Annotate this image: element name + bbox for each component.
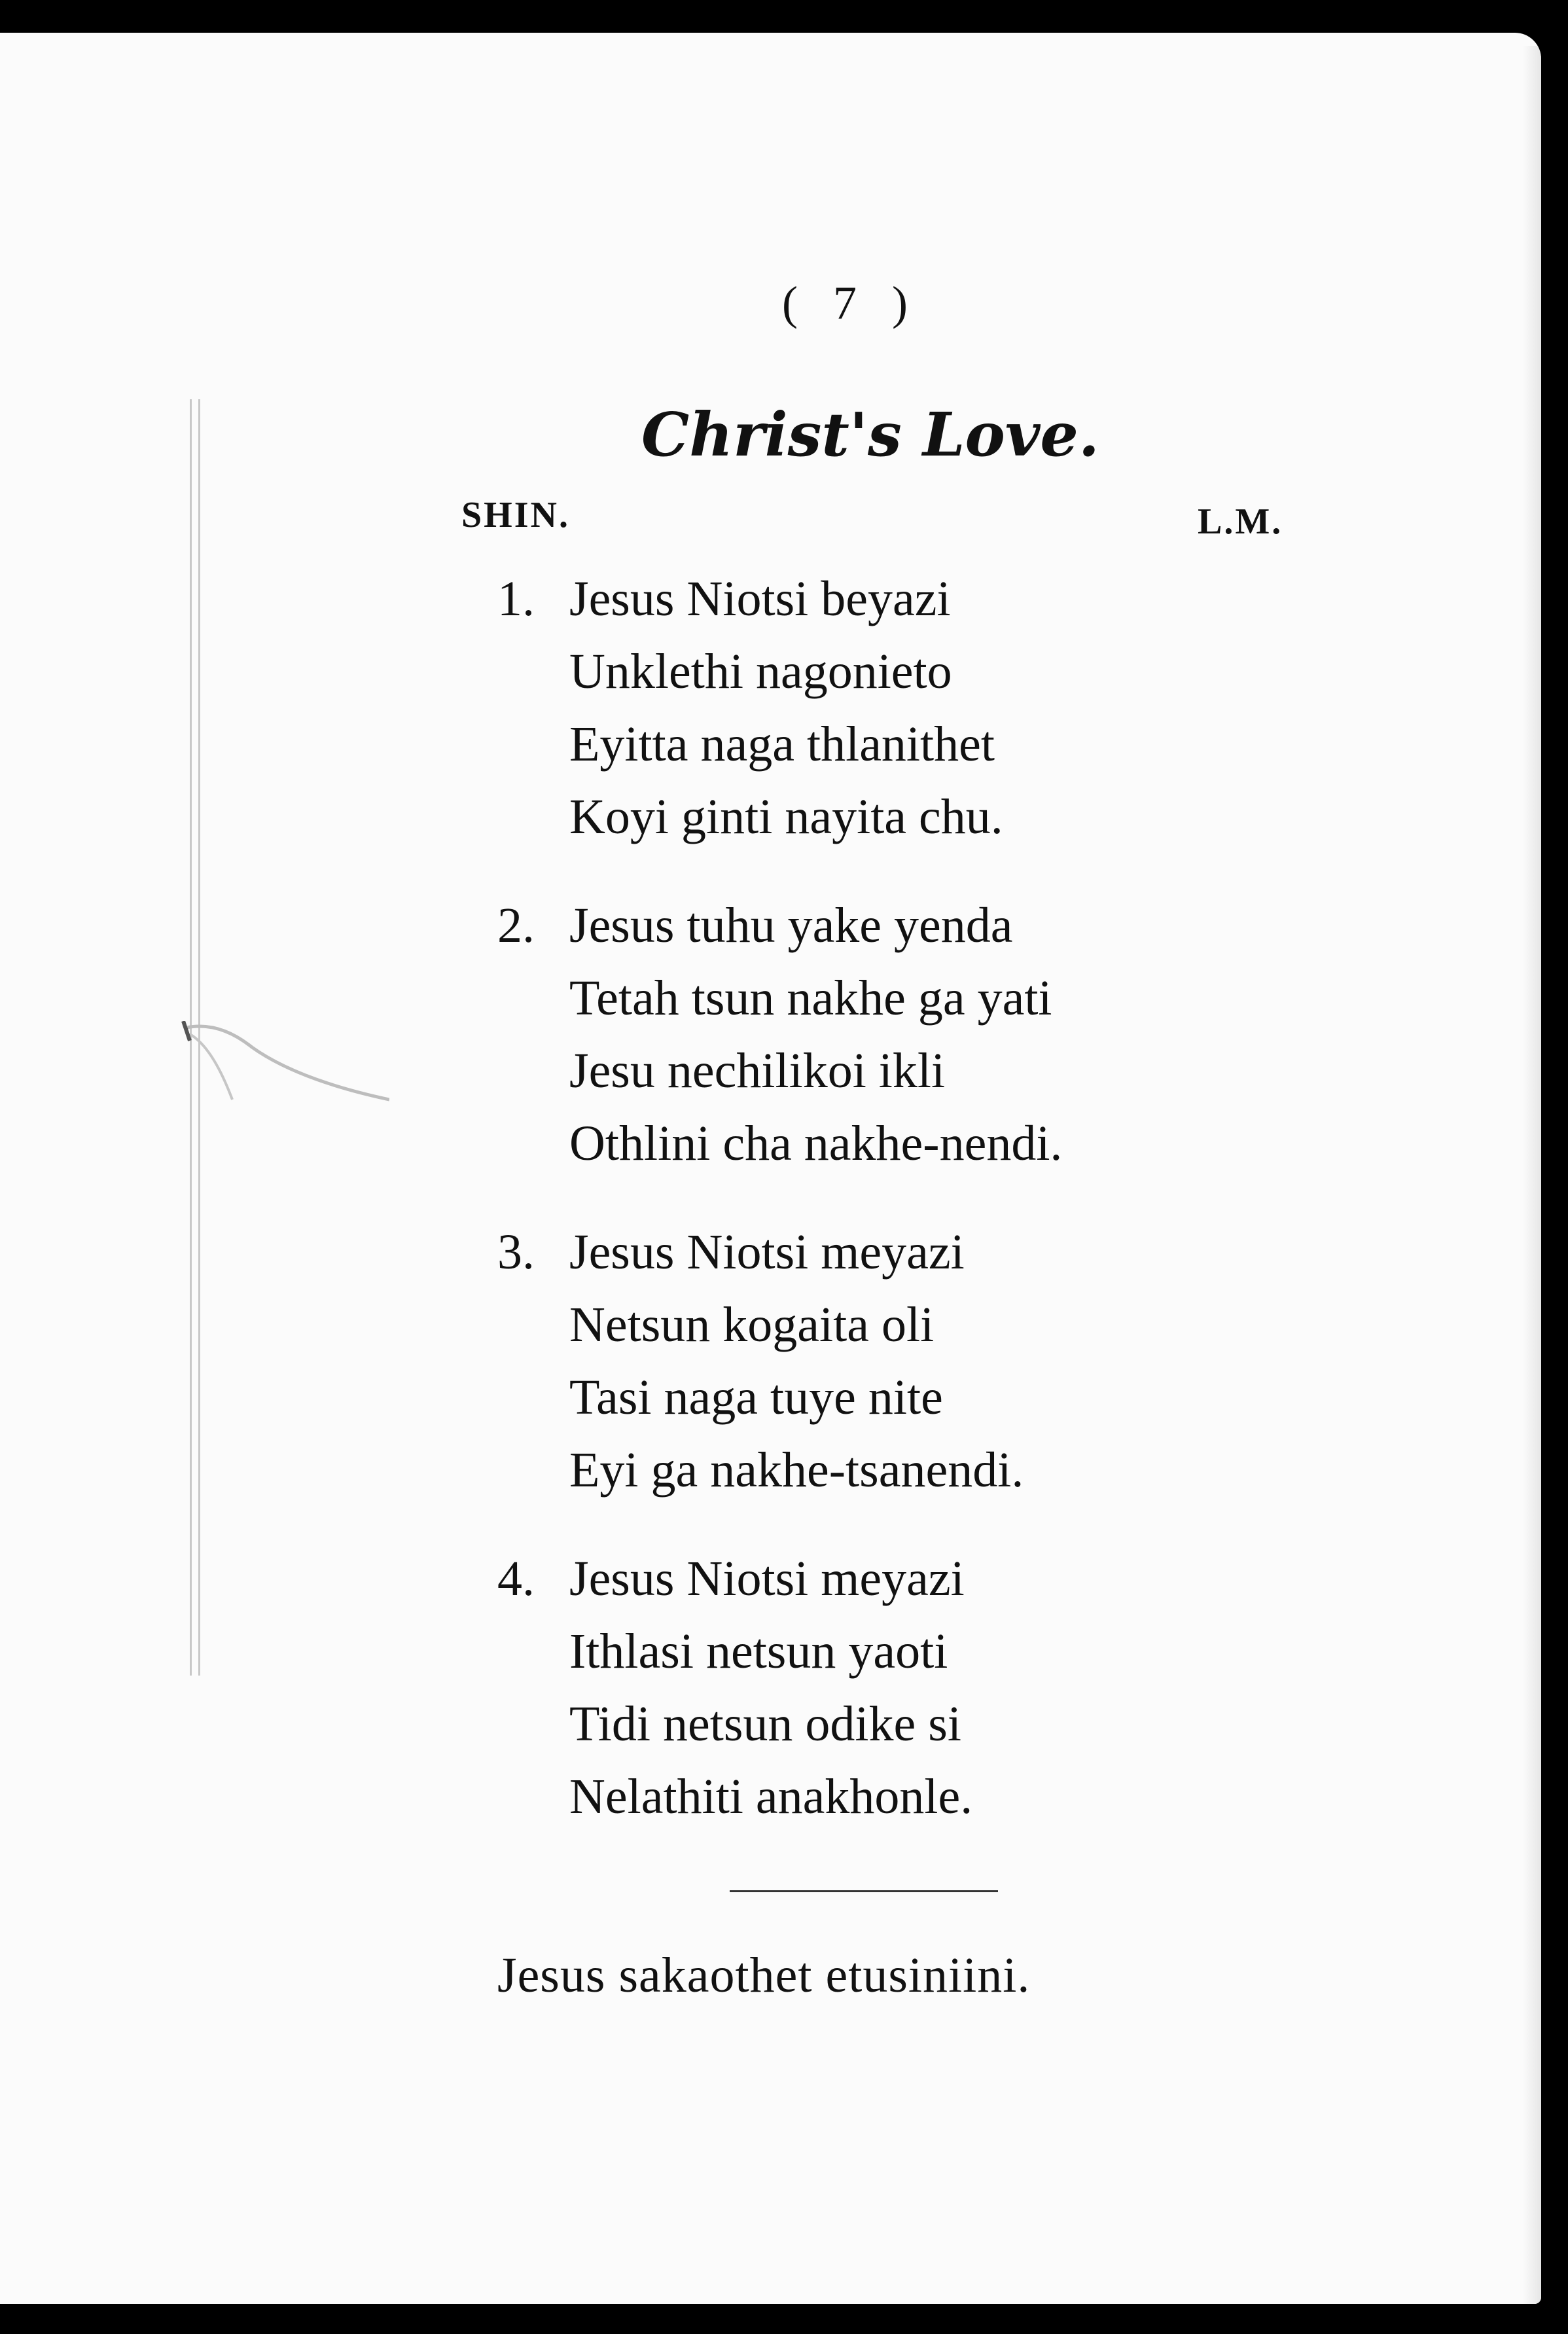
verse-line: Eyi ga nakhe-tsanendi. xyxy=(569,1443,1024,1498)
binding-thread-tie xyxy=(180,1021,389,1126)
stanza-number: 3. xyxy=(497,1225,535,1280)
verse-line: Jesus Niotsi meyazi xyxy=(569,1551,965,1606)
verse-line: Eyitta naga thlanithet xyxy=(569,717,995,772)
meter: L.M. xyxy=(1198,501,1283,542)
stanza xyxy=(497,563,1348,853)
verse-line: Tidi netsun odike si xyxy=(569,1697,961,1751)
stanza xyxy=(497,889,1348,1180)
closing-line: Jesus sakaothet etusiniini. xyxy=(497,1948,1031,2003)
stanza-number: 1. xyxy=(497,571,535,626)
verse-line: Tetah tsun nakhe ga yati xyxy=(569,971,1052,1026)
verse-line: Jesus Niotsi meyazi xyxy=(569,1225,965,1280)
verse-line: Nelathiti anakhonle. xyxy=(569,1769,973,1824)
verse-line: Othlini cha nakhe-nendi. xyxy=(569,1116,1063,1171)
stanza xyxy=(497,1543,1348,1833)
verse-line: Jesus Niotsi beyazi xyxy=(569,571,951,626)
verse-line: Jesu nechilikoi ikli xyxy=(569,1043,946,1098)
verse-lines xyxy=(569,889,1348,1180)
verse-line: Unklethi nagonieto xyxy=(569,644,952,699)
stanza xyxy=(497,1216,1348,1507)
tune-name: SHIN. xyxy=(461,495,570,535)
book-page xyxy=(0,33,1541,2304)
verse-line: Jesus tuhu yake yenda xyxy=(569,898,1013,953)
verse-line: Ithlasi netsun yaoti xyxy=(569,1624,948,1679)
hymn-title: Christ's Love. xyxy=(641,399,1099,470)
page-edge xyxy=(1523,46,1541,2304)
verse-line: Netsun kogaita oli xyxy=(569,1297,935,1352)
verse-lines xyxy=(569,1543,1348,1833)
stanza-number: 2. xyxy=(497,898,535,953)
verse-lines xyxy=(569,1216,1348,1507)
verse-line: Tasi naga tuye nite xyxy=(569,1370,943,1425)
stanza-number: 4. xyxy=(497,1551,535,1606)
page-number: ( 7 ) xyxy=(782,277,919,329)
divider-rule xyxy=(730,1890,998,1892)
hymn-stanzas xyxy=(497,563,1348,1869)
verse-lines xyxy=(569,563,1348,853)
verse-line: Koyi ginti nayita chu. xyxy=(569,789,1003,844)
